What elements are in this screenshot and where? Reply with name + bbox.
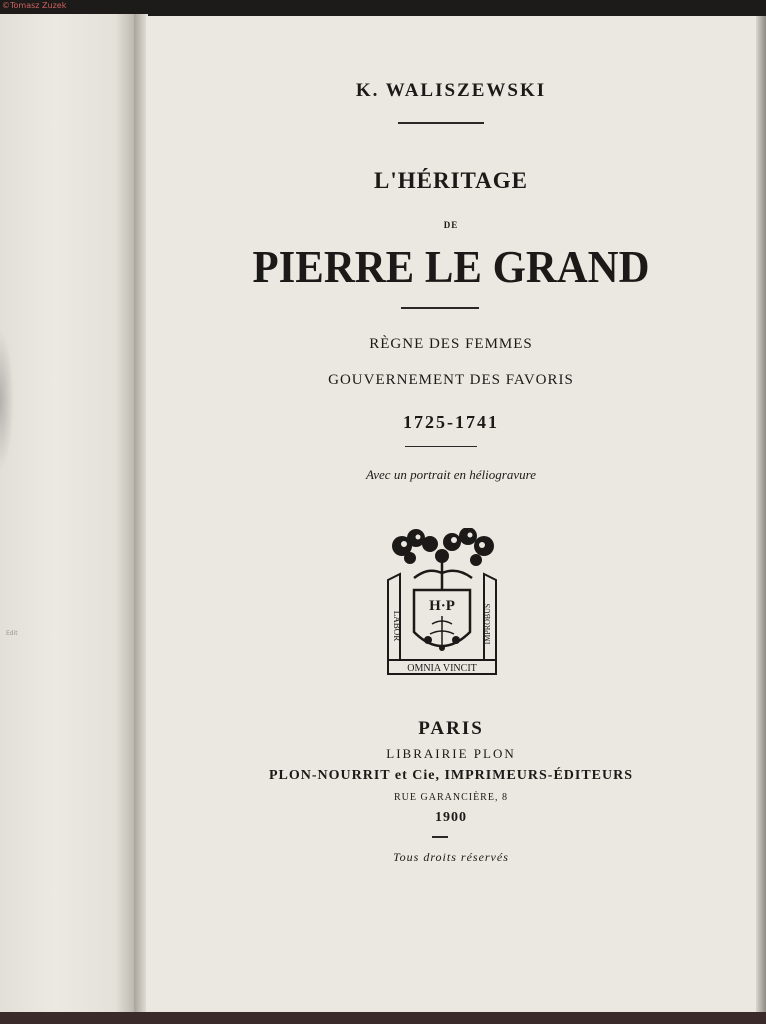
author-name: K. WALISZEWSKI	[355, 80, 547, 101]
left-page-shadow	[0, 330, 14, 470]
emblem-monogram: H·P	[429, 598, 455, 614]
title-de: DE	[443, 220, 459, 230]
publication-year: 1900	[435, 810, 467, 825]
portrait-note: Avec un portrait en héliogravure	[366, 467, 536, 482]
rule-4	[432, 836, 448, 838]
emblem-motto-left: LABOR	[392, 610, 402, 642]
publisher-line-1: LIBRAIRIE PLON	[386, 746, 516, 761]
publisher-emblem	[380, 528, 504, 676]
rule-2	[401, 307, 479, 309]
rule-1	[398, 122, 484, 124]
subtitle-line-1: RÈGNE DES FEMMES	[369, 336, 533, 352]
city: PARIS	[418, 718, 484, 739]
left-page	[0, 14, 137, 1018]
page-edge	[756, 16, 766, 1016]
years: 1725-1741	[403, 412, 499, 432]
emblem-motto-right: IMPROBUS	[483, 603, 492, 645]
subtitle-line-2: GOUVERNEMENT DES FAVORIS	[328, 372, 574, 388]
emblem-motto-bottom: OMNIA VINCIT	[407, 663, 477, 674]
publisher-line-2: PLON-NOURRIT et Cie, IMPRIMEURS-ÉDITEURS	[268, 768, 634, 783]
photo-bottom-background	[0, 1012, 766, 1024]
photo-credit: ©Tomasz Zuzek	[2, 1, 67, 10]
publisher-address: RUE GARANCIÈRE, 8	[394, 792, 508, 803]
rights-notice: Tous droits réservés	[393, 850, 509, 864]
title-line-1: L'HÉRITAGE	[374, 168, 528, 193]
main-title: PIERRE LE GRAND	[252, 241, 650, 292]
rule-3	[405, 446, 477, 447]
left-page-mark: Edit	[6, 630, 18, 637]
